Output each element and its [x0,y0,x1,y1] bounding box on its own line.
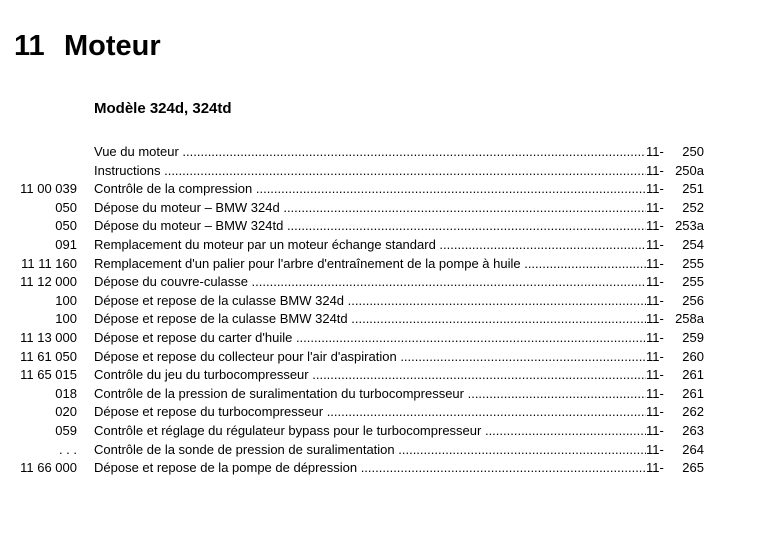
toc-page-prefix: 11- [646,236,664,252]
toc-page-number: 261 [682,385,704,401]
toc-row [0,273,758,292]
toc-title: Dépose du moteur – BMW 324d ..... [94,199,646,217]
toc-row [0,292,758,311]
table-of-contents [0,143,758,478]
toc-row [0,441,758,460]
toc-page-number: 258a [675,311,704,327]
toc-code: 11 12 000 [20,274,77,290]
toc-page-number: 259 [682,329,704,345]
toc-page-prefix: 11- [646,311,664,327]
toc-title: Vue du moteur ..... [94,143,646,161]
toc-code: . . . [58,441,77,457]
toc-code: 059 [55,422,77,438]
toc-page-prefix: 11- [646,292,664,308]
toc-row [0,236,758,255]
toc-page-prefix: 11- [646,348,664,364]
chapter-number: 11 [14,30,45,62]
toc-code: 100 [55,292,77,308]
toc-row [0,162,758,181]
toc-row [0,217,758,236]
toc-page-prefix: 11- [646,274,664,290]
toc-row [0,310,758,329]
toc-page-number: 264 [682,441,704,457]
toc-title: Dépose du moteur – BMW 324td ..... [94,217,646,235]
toc-code: 100 [55,311,77,327]
toc-row [0,403,758,422]
toc-page-number: 255 [682,274,704,290]
toc-row [0,180,758,199]
toc-title: Contrôle de la compression ..... [94,180,646,198]
toc-title: Dépose et repose de la pompe de dépression ..... [94,459,646,477]
toc-code: 11 13 000 [20,329,77,345]
toc-page-number: 250a [675,162,704,178]
toc-title: Contrôle du jeu du turbocompresseur ..... [94,366,646,384]
toc-title: Dépose et repose de la culasse BMW 324d ..... [94,292,646,310]
toc-title: Remplacement d'un palier pour l'arbre d'entraînement de la pompe à huile ..... [94,255,646,273]
chapter-heading [14,30,161,63]
toc-row [0,329,758,348]
toc-row [0,459,758,478]
toc-page-number: 261 [682,367,704,383]
toc-code: 020 [55,404,77,420]
toc-row [0,143,758,162]
toc-code: 11 66 000 [20,460,77,476]
toc-page-prefix: 11- [646,162,664,178]
toc-title: Instructions ..... [94,162,646,180]
toc-page-prefix: 11- [646,460,664,476]
toc-page-number: 251 [682,181,704,197]
toc-page-prefix: 11- [646,404,664,420]
toc-title: Dépose et repose du turbocompresseur ..... [94,403,646,421]
toc-page-prefix: 11- [646,385,664,401]
toc-title: Remplacement du moteur par un moteur échange standard ..... [94,236,646,254]
toc-page-number: 254 [682,236,704,252]
toc-code: 11 65 015 [20,367,77,383]
toc-page-prefix: 11- [646,367,664,383]
toc-row [0,255,758,274]
toc-page-number: 260 [682,348,704,364]
toc-page-number: 255 [682,255,704,271]
toc-title: Dépose et repose de la culasse BMW 324td ..... [94,310,646,328]
toc-row [0,366,758,385]
toc-row [0,348,758,367]
toc-title: Dépose et repose du collecteur pour l'air d'aspiration ..... [94,348,646,366]
model-subtitle: Modèle 324d, 324td [94,100,232,117]
toc-code: 018 [55,385,77,401]
toc-title: Dépose du couvre-culasse ..... [94,273,646,291]
toc-title: Dépose et repose du carter d'huile ..... [94,329,646,347]
toc-page-number: 256 [682,292,704,308]
toc-title: Contrôle de la sonde de pression de suralimentation ..... [94,441,646,459]
toc-row [0,422,758,441]
toc-code: 091 [55,236,77,252]
toc-page-prefix: 11- [646,255,664,271]
toc-page-number: 262 [682,404,704,420]
toc-page-number: 250 [682,144,704,159]
toc-page-number: 253a [675,218,704,234]
toc-title: Contrôle et réglage du régulateur bypass pour le turbocompresseur ..... [94,422,646,440]
chapter-title: Moteur [64,30,161,62]
toc-page-prefix: 11- [646,218,664,234]
toc-page-prefix: 11- [646,441,664,457]
toc-page-number: 263 [682,422,704,438]
toc-page-number: 265 [682,460,704,476]
toc-code: 11 11 160 [21,255,77,271]
toc-code: 050 [55,218,77,234]
toc-page-prefix: 11- [646,144,664,159]
toc-page-prefix: 11- [646,199,664,215]
toc-code: 11 00 039 [20,181,77,197]
toc-code: 11 61 050 [20,348,77,364]
toc-page-prefix: 11- [646,181,664,197]
toc-row [0,385,758,404]
toc-title: Contrôle de la pression de suralimentation du turbocompresseur ..... [94,385,646,403]
toc-page-number: 252 [682,199,704,215]
toc-page-prefix: 11- [646,422,664,438]
toc-code: 050 [55,199,77,215]
toc-page-prefix: 11- [646,329,664,345]
toc-row [0,199,758,218]
